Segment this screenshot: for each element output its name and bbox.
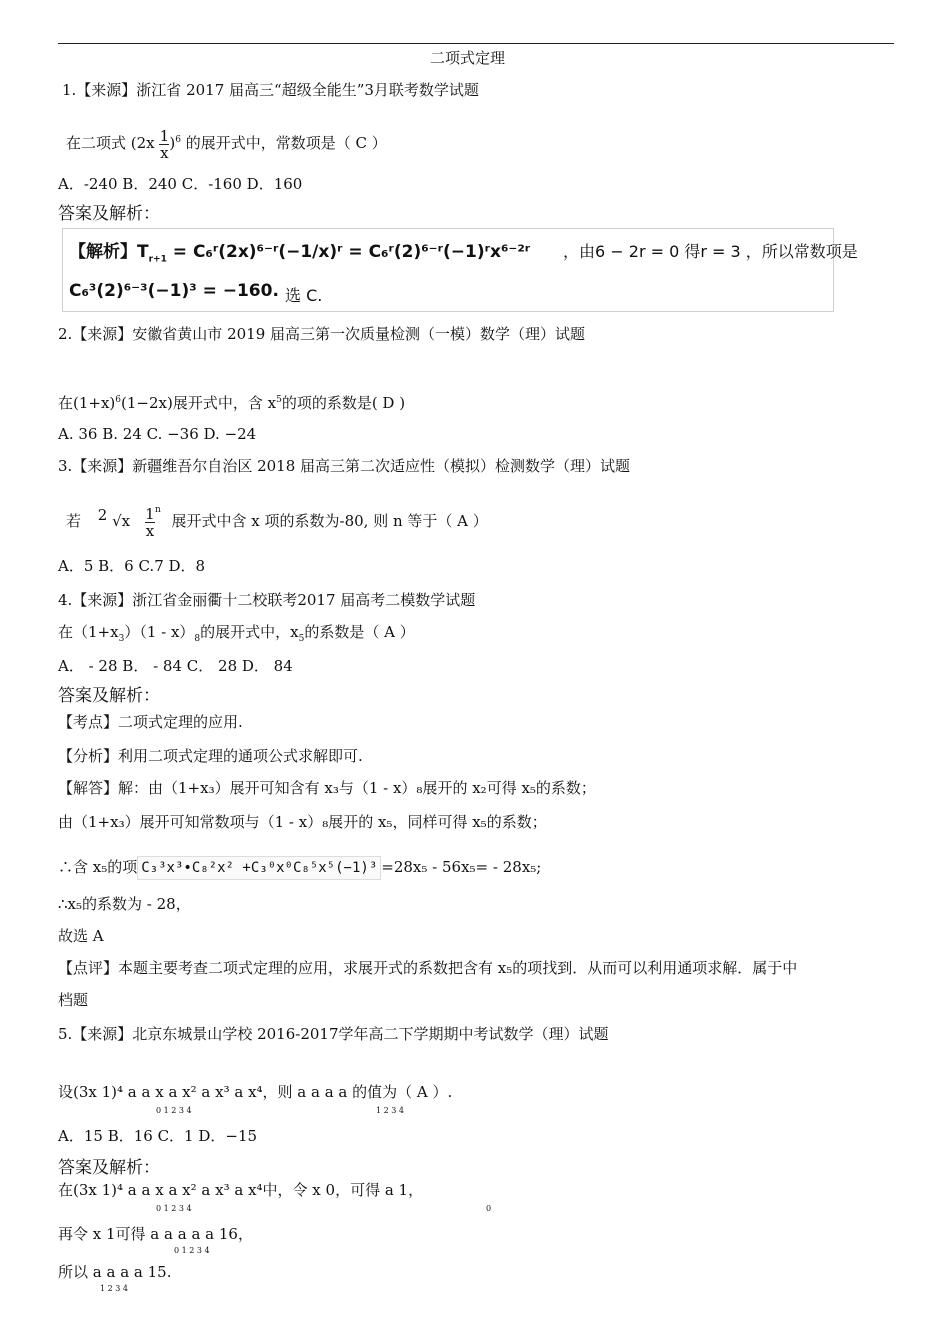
q2-stem: 在$(1+x)^6(1-2x)$展开式中，含 $x^5$的项的系数是( D ) bbox=[58, 394, 406, 412]
q1-answer-heading: 答案及解析： bbox=[58, 204, 160, 224]
q3-fraction: $\frac{1}{x}$ bbox=[145, 504, 155, 540]
q1-fraction bbox=[159, 128, 169, 161]
q1-formula-line1: 【解析】$T_{r+1}$ = C₆ʳ(2x)⁶⁻ʳ(−1/x)ʳ = C₆ʳ(2)⁶⁻ʳ(−1)ʳx⁶⁻²ʳ bbox=[69, 242, 531, 265]
q1-stem-b: 的展开式中，常数项是（ C ） bbox=[185, 134, 387, 152]
q4-jieda-2: 由（1+x₃）展开可知常数项与（1 - x）₈展开的 x₅，同样可得 x₅的系数； bbox=[58, 813, 547, 831]
q1-stem: 在二项式 (2x $\frac{1}{x}$ )$^6$ 的展开式中，常数项是（ C ） bbox=[66, 126, 387, 162]
q1-formula-line2: C₆³(2)⁶⁻³(−1)³ = −160. bbox=[69, 281, 279, 301]
q4-options: A． - 28 B． - 84 C． 28 D． 84 bbox=[58, 657, 293, 675]
q4-formula-image: C₃³x³•C₈²x² +C₃⁰x⁰C₈⁵x⁵(−1)³ bbox=[137, 856, 381, 880]
q5-stem-subscripts-2: 1 2 3 4 bbox=[376, 1106, 404, 1115]
q4-fenxi: 【分析】利用二项式定理的通项公式求解即可. bbox=[58, 747, 363, 765]
header-rule bbox=[58, 43, 894, 44]
q1-formula-line1-tail: ，由6 − 2r = 0 得r = 3 ，所以常数项是 bbox=[563, 242, 858, 261]
q1-formula-line2-tail: 选 C. bbox=[285, 286, 323, 305]
q1-frac-num: 1 bbox=[159, 126, 170, 145]
page-title: 二项式定理 bbox=[430, 49, 506, 67]
q5-solution-1-subscripts: 0 1 2 3 4 bbox=[156, 1204, 192, 1213]
q5-stem: 设(3x 1)⁴ a a x a x² a x³ a x⁴，则 a a a a 的值为（ A ）. bbox=[58, 1083, 453, 1101]
q4-source: 4.【来源】浙江省金丽衢十二校联考2017 届高考二模数学试题 bbox=[58, 591, 476, 609]
q3-source: 3.【来源】新疆维吾尔自治区 2018 届高三第二次适应性（模拟）检测数学（理）试题 bbox=[58, 457, 631, 475]
q4-kaodian: 【考点】二项式定理的应用. bbox=[58, 713, 243, 731]
q1-source: 1.【来源】浙江省 2017 届高三“超级全能生”3月联考数学试题 bbox=[62, 81, 479, 99]
q4-dianping-2: 档题 bbox=[58, 991, 89, 1009]
q3-stem: 若 2 √x $\frac{1}{x}$ $^n$ 展开式中含 x 项的系数为-80, 则 n 等于（ A ） bbox=[66, 504, 488, 540]
q5-solution-3-subscripts: 1 2 3 4 bbox=[100, 1284, 128, 1293]
q5-solution-3: 所以 a a a a 15. bbox=[58, 1263, 172, 1281]
q1-exp: 6 bbox=[175, 135, 181, 145]
q4-jieda-4: ∴x₅的系数为 - 28， bbox=[58, 895, 191, 913]
q5-solution-2-subscripts: 0 1 2 3 4 bbox=[174, 1246, 210, 1255]
q5-source: 5.【来源】北京东城景山学校 2016-2017学年高二下学期期中考试数学（理）试题 bbox=[58, 1025, 609, 1043]
q5-options: A．15 B．16 C．1 D．−15 bbox=[58, 1127, 258, 1145]
q1-stem-a: 在二项式 (2x bbox=[66, 134, 155, 152]
q2-options: A. 36 B. 24 C. −36 D. −24 bbox=[58, 425, 257, 443]
q4-jieda-5: 故选 A bbox=[58, 927, 104, 945]
q1-options: A．-240 B．240 C．-160 D．160 bbox=[58, 175, 303, 193]
q5-solution-1-subscript-end: 0 bbox=[486, 1204, 492, 1213]
q5-stem-subscripts-1: 0 1 2 3 4 bbox=[156, 1106, 192, 1115]
q4-answer-heading: 答案及解析： bbox=[58, 686, 160, 706]
q5-solution-1: 在(3x 1)⁴ a a x a x² a x³ a x⁴中，令 x 0，可得 a 1， bbox=[58, 1181, 424, 1199]
q2-source: 2.【来源】安徽省黄山市 2019 届高三第一次质量检测（一模）数学（理）试题 bbox=[58, 325, 586, 343]
q1-frac-den: x bbox=[160, 143, 169, 162]
q3-options: A．5 B．6 C.7 D．8 bbox=[58, 557, 206, 575]
q4-dianping-1: 【点评】本题主要考查二项式定理的应用，求展开式的系数把含有 x₅的项找到．从而可以利用通项求解．属于中 bbox=[58, 959, 798, 977]
q4-jieda-1: 【解答】解：由（1+x₃）展开可知含有 x₃与（1 - x）₈展开的 x₂可得 x₅的系数； bbox=[58, 779, 596, 797]
q5-solution-2: 再令 x 1可得 a a a a a 16， bbox=[58, 1225, 253, 1243]
q5-answer-heading: 答案及解析： bbox=[58, 1158, 160, 1178]
q4-jieda-3: ∴含 x₅的项 C₃³x³•C₈²x² +C₃⁰x⁰C₈⁵x⁵(−1)³ =28x₅ - 56x₅= - 28x₅; bbox=[58, 856, 541, 880]
q1-solution-image bbox=[62, 228, 858, 312]
q4-stem: 在$(1+x_3)(1 - x)_8$的展开式中，$x_5$的系数是（ A ） bbox=[58, 623, 415, 644]
